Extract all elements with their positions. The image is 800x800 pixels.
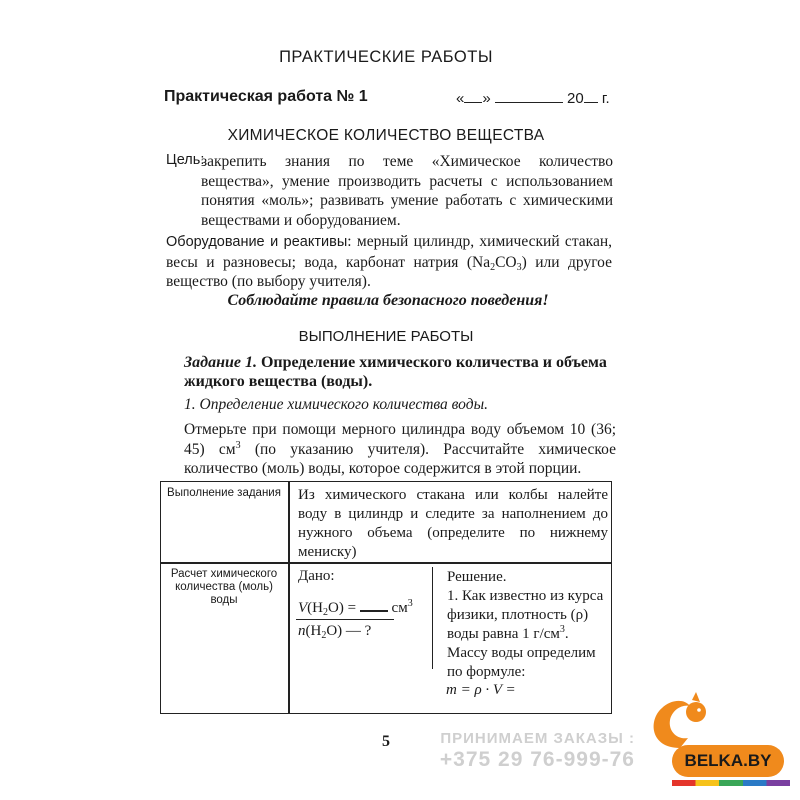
- equipment-sub-2: 3: [516, 261, 522, 273]
- date-close-quote: »: [482, 90, 491, 107]
- solution-separator: [432, 567, 433, 669]
- section-title: ПРАКТИЧЕСКИЕ РАБОТЫ: [279, 48, 493, 66]
- given-n-sub: 2: [321, 630, 327, 641]
- equipment-text-2: ) или другое вещество (по выбору учителя).: [166, 253, 612, 290]
- given-v-symbol: V: [298, 600, 308, 616]
- given-separator: [296, 619, 394, 620]
- row1-label: Выполнение задания: [167, 487, 281, 499]
- squirrel-logo-icon: [640, 690, 720, 750]
- row1-text: Из химического стакана или колбы налейте воду в цилиндр и следите за наполнением до нужного объема (определите по нижнему мениску): [298, 487, 608, 560]
- task1-label: Задание 1.: [184, 354, 257, 371]
- date-year: 20: [567, 90, 584, 107]
- mass-formula: m = ρ · V =: [446, 682, 516, 698]
- date-open-quote: «: [456, 90, 465, 107]
- given-n-symbol: n: [298, 623, 306, 639]
- logo-text: BELKA.BY: [684, 751, 772, 770]
- page-number: 5: [382, 733, 390, 750]
- watermark-line1: ПРИНИМАЕМ ЗАКАЗЫ :: [440, 730, 635, 747]
- safety-note: Соблюдайте правила безопасного поведения!: [227, 292, 549, 309]
- execution-title: ВЫПОЛНЕНИЕ РАБОТЫ: [298, 328, 474, 345]
- instruction-text-2: (по указанию учителя). Рассчитайте химическое количество (моль) воды, которое содержится в этой порции.: [184, 440, 616, 477]
- solution-text-1: 1. Как известно из курса физики, плотность (ρ) воды равна 1 г/см: [447, 588, 604, 642]
- given-n-open: (H: [305, 623, 322, 639]
- equipment-label: Оборудование и реактивы: [166, 234, 348, 250]
- date-month-blank: [495, 88, 563, 103]
- instruction-unit-sup: 3: [235, 439, 241, 451]
- date-year-blank: [584, 88, 598, 103]
- given-v-close: O) =: [328, 600, 357, 616]
- date-line: [456, 88, 610, 107]
- solution-block: [447, 568, 607, 682]
- solution-text-2: . Массу воды определим по формуле:: [447, 626, 596, 680]
- task1-subtitle: 1. Определение химического количества воды.: [184, 396, 488, 413]
- topic-title: ХИМИЧЕСКОЕ КОЛИЧЕСТВО ВЕЩЕСТВА: [227, 127, 545, 144]
- date-day-blank: [464, 88, 482, 103]
- task1-title: [184, 353, 614, 391]
- goal-label: Цель:: [166, 152, 205, 168]
- equipment-text-1: : мерный цилиндр, химический стакан, весы и разновесы; вода, карбонат натрия (Na: [166, 233, 613, 271]
- watermark-phone: +375 29 76-999-76: [439, 748, 635, 771]
- equipment-formula-mid: CO: [495, 253, 517, 271]
- task1-heading: Определение химического количества и объема жидкого вещества (воды).: [184, 354, 607, 390]
- instruction-text-1: Отмерьте при помощи мерного цилиндра воду объемом 10 (36; 45) см: [184, 421, 616, 458]
- solution-text: [447, 587, 607, 682]
- given-volume-blank: [360, 597, 388, 612]
- task1-instruction: [184, 420, 616, 479]
- row2-label: Расчет химического количества (моль) воды: [170, 568, 278, 606]
- logo-badge: [672, 745, 784, 777]
- solution-heading: Решение.: [447, 569, 507, 585]
- given-v-open: (H: [307, 600, 323, 616]
- table-row-divider: [160, 562, 612, 564]
- given-v-unit-sup: 3: [407, 598, 413, 609]
- work-title: Практическая работа № 1: [164, 88, 368, 105]
- given-volume: [298, 597, 413, 617]
- goal-text: закрепить знания по теме «Химическое количество вещества», умение производить расчеты с использованием понятия «моль»; развивать умение работать с химическими веществами и оборудованием.: [201, 153, 613, 229]
- logo-color-stripe: [672, 780, 790, 786]
- given-amount: [298, 623, 371, 640]
- given-v-sub: 2: [323, 607, 328, 618]
- date-suffix: г.: [601, 90, 610, 107]
- solution-sup: 3: [559, 624, 565, 635]
- equipment-sub-1: 2: [490, 261, 496, 273]
- given-heading: Дано:: [298, 568, 335, 584]
- table-column-divider: [288, 481, 290, 714]
- given-n-close: O) — ?: [326, 623, 372, 639]
- given-v-unit: см: [391, 600, 408, 616]
- equipment-paragraph: [166, 232, 612, 292]
